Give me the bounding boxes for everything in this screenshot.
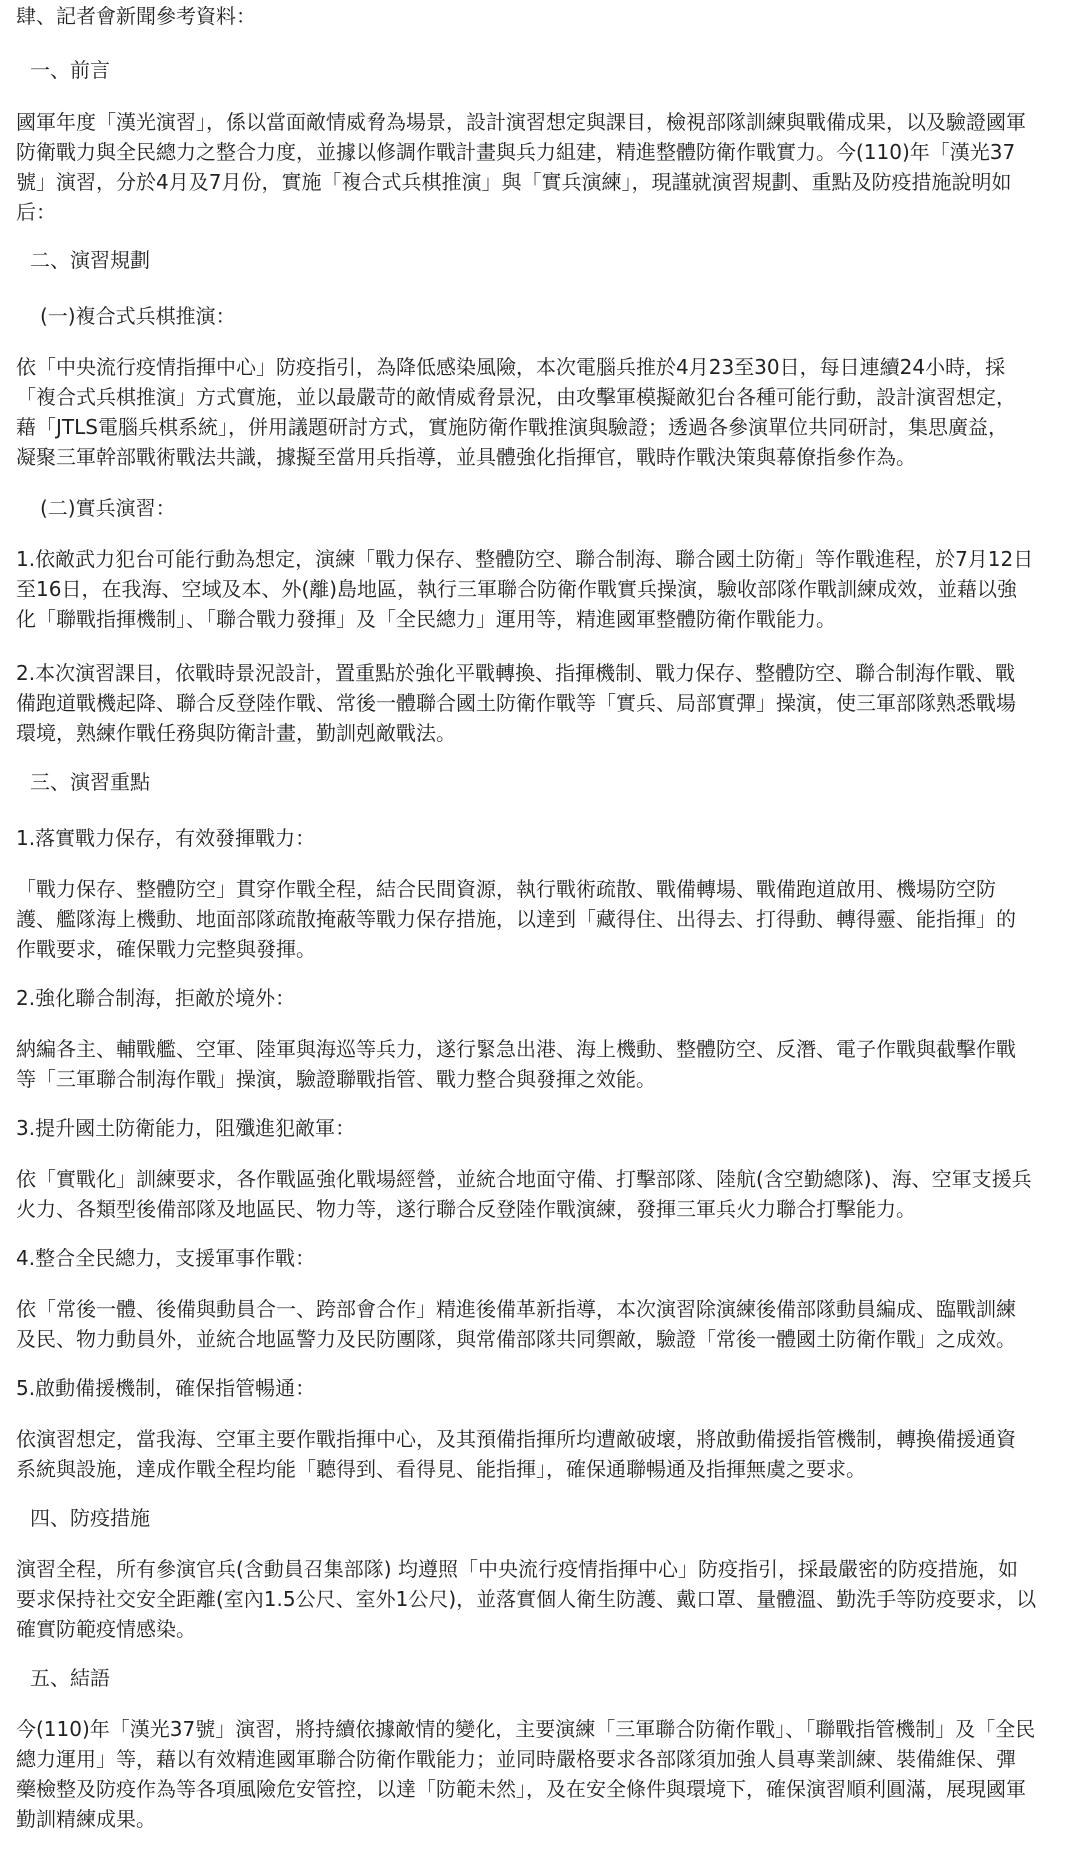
focus-item-title: 4.整合全民總力，支援軍事作戰： bbox=[16, 1246, 316, 1270]
intro-line: 號」演習，分於4月及7月份，實施「複合式兵棋推演」與「實兵演練」，現謹就演習規劃、重點及防疫措施說明如 bbox=[16, 170, 1012, 194]
focus-item-line: 依「實戰化」訓練要求，各作戰區強化戰場經營，並統合地面守備、打擊部隊、陸航(含空勤總隊)、海、空軍支援兵 bbox=[16, 1167, 1032, 1191]
focus-item-line: 「戰力保存、整體防空」貫穿作戰全程，結合民間資源，執行戰術疏散、戰備轉場、戰備跑道啟用、機場防空防 bbox=[16, 877, 996, 901]
focus-item-title: 1.落實戰力保存，有效發揮戰力： bbox=[16, 826, 316, 850]
focus-item-line: 納編各主、輔戰艦、空軍、陸軍與海巡等兵力，遂行緊急出港、海上機動、整體防空、反潛、電子作戰與截擊作戰 bbox=[16, 1037, 1016, 1061]
focus-item-paragraph bbox=[16, 1034, 1016, 1094]
focus-item-line: 火力、各類型後備部隊及地區民、物力等，遂行聯合反登陸作戰演練，發揮三軍兵火力聯合打擊能力。 bbox=[16, 1197, 916, 1221]
subsection-title-live-exercise: (二)實兵演習： bbox=[40, 496, 176, 520]
focus-item-title: 2.強化聯合制海，拒敵於境外： bbox=[16, 986, 296, 1010]
live-exercise-line: 1.依敵武力犯台可能行動為想定，演練「戰力保存、整體防空、聯合制海、聯合國土防衛」等作戰進程，於7月12日 bbox=[16, 547, 1034, 571]
section-title-epidemic: 四、防疫措施 bbox=[30, 1506, 150, 1530]
conclusion-line: 今(110)年「漢光37號」演習，將持續依據敵情的變化，主要演練「三軍聯合防衛作戰」、「聯戰指管機制」及「全民 bbox=[16, 1717, 1036, 1741]
epidemic-paragraph bbox=[16, 1554, 1036, 1644]
live-exercise-line: 2.本次演習課目，依戰時景況設計，置重點於強化平戰轉換、指揮機制、戰力保存、整體防空、聯合制海作戰、戰 bbox=[16, 661, 1016, 685]
focus-item-paragraph bbox=[16, 1294, 1016, 1354]
intro-paragraph bbox=[16, 107, 1026, 227]
wargame-line: 凝聚三軍幹部戰術戰法共識，據擬至當用兵指導，並具體強化指揮官，戰時作戰決策與幕僚指參作為。 bbox=[16, 445, 916, 469]
focus-item-title: 3.提升國土防衛能力，阻殲進犯敵軍： bbox=[16, 1116, 356, 1140]
intro-line: 國軍年度「漢光演習」，係以當面敵情威脅為場景，設計演習想定與課目，檢視部隊訓練與戰備成果，以及驗證國軍 bbox=[16, 110, 1026, 134]
live-exercise-line: 至16日，在我海、空域及本、外(離)島地區，執行三軍聯合防衛作戰實兵操演，驗收部隊作戰訓練成效，並藉以強 bbox=[16, 577, 1018, 601]
live-exercise-paragraph-2 bbox=[16, 658, 1016, 748]
focus-item-line: 護、艦隊海上機動、地面部隊疏散掩蔽等戰力保存措施，以達到「藏得住、出得去、打得動、轉得靈、能指揮」的 bbox=[16, 907, 1016, 931]
focus-item-line: 系統與設施，達成作戰全程均能「聽得到、看得見、能指揮」，確保通聯暢通及指揮無虞之要求。 bbox=[16, 1457, 866, 1481]
wargame-line: 依「中央流行疫情指揮中心」防疫指引，為降低感染風險，本次電腦兵推於4月23至30日，每日連續24小時，採 bbox=[16, 355, 1006, 379]
focus-item-paragraph bbox=[16, 1164, 1032, 1224]
focus-item-line: 依演習想定，當我海、空軍主要作戰指揮中心，及其預備指揮所均遭敵破壞，將啟動備援指管機制，轉換備援通資 bbox=[16, 1427, 1016, 1451]
focus-item-paragraph bbox=[16, 1424, 1016, 1484]
focus-item-line: 作戰要求，確保戰力完整與發揮。 bbox=[16, 937, 316, 961]
epidemic-line: 確實防範疫情感染。 bbox=[16, 1617, 196, 1641]
wargame-line: 「複合式兵棋推演」方式實施，並以最嚴苛的敵情威脅景況，由攻擊軍模擬敵犯台各種可能行動，設計演習想定， bbox=[16, 385, 1016, 409]
section-title-focus: 三、演習重點 bbox=[30, 770, 150, 794]
focus-item-paragraph bbox=[16, 874, 1016, 964]
intro-line: 后： bbox=[16, 200, 56, 224]
subsection-title-wargame: (一)複合式兵棋推演： bbox=[40, 304, 236, 328]
conclusion-line: 勤訓精練成果。 bbox=[16, 1807, 156, 1831]
section-title-intro: 一、前言 bbox=[30, 58, 110, 82]
section-title-conclusion: 五、結語 bbox=[30, 1666, 110, 1690]
conclusion-paragraph bbox=[16, 1714, 1035, 1834]
focus-item-line: 及民、物力動員外，並統合地區警力及民防團隊，與常備部隊共同禦敵，驗證「常後一體國土防衛作戰」之成效。 bbox=[16, 1327, 1016, 1351]
epidemic-line: 要求保持社交安全距離(室內1.5公尺、室外1公尺)，並落實個人衛生防護、戴口罩、量體溫、勤洗手等防疫要求，以 bbox=[16, 1587, 1037, 1611]
live-exercise-line: 化「聯戰指揮機制」、「聯合戰力發揮」及「全民總力」運用等，精進國軍整體防衛作戰能力。 bbox=[16, 607, 836, 631]
focus-item-line: 依「常後一體、後備與動員合一、跨部會合作」精進後備革新指導，本次演習除演練後備部隊動員編成、臨戰訓練 bbox=[16, 1297, 1016, 1321]
doc-heading: 肆、記者會新聞參考資料： bbox=[16, 4, 256, 28]
wargame-paragraph bbox=[16, 352, 1016, 472]
intro-line: 防衛戰力與全民總力之整合力度，並據以修調作戰計畫與兵力組建，精進整體防衛作戰實力。今(110)年「漢光37 bbox=[16, 140, 1016, 164]
live-exercise-line: 備跑道戰機起降、聯合反登陸作戰、常後一體聯合國土防衛作戰等「實兵、局部實彈」操演，使三軍部隊熟悉戰場 bbox=[16, 691, 1016, 715]
wargame-line: 藉「JTLS電腦兵棋系統」，併用議題研討方式，實施防衛作戰推演與驗證；透過各參演單位共同研討，集思廣益， bbox=[16, 415, 1008, 439]
live-exercise-paragraph-1 bbox=[16, 544, 1033, 634]
section-title-plan: 二、演習規劃 bbox=[30, 248, 150, 272]
conclusion-line: 總力運用」等，藉以有效精進國軍聯合防衛作戰能力；並同時嚴格要求各部隊須加強人員專業訓練、裝備維保、彈 bbox=[16, 1747, 1016, 1771]
focus-item-title: 5.啟動備援機制，確保指管暢通： bbox=[16, 1376, 316, 1400]
conclusion-line: 藥檢整及防疫作為等各項風險危安管控，以達「防範未然」，及在安全條件與環境下，確保演習順利圓滿，展現國軍 bbox=[16, 1777, 1026, 1801]
epidemic-line: 演習全程，所有參演官兵(含動員召集部隊) 均遵照「中央流行疫情指揮中心」防疫指引，採最嚴密的防疫措施，如 bbox=[16, 1557, 1018, 1581]
focus-item-line: 等「三軍聯合制海作戰」操演，驗證聯戰指管、戰力整合與發揮之效能。 bbox=[16, 1067, 656, 1091]
live-exercise-line: 環境，熟練作戰任務與防衛計畫，勤訓剋敵戰法。 bbox=[16, 721, 456, 745]
